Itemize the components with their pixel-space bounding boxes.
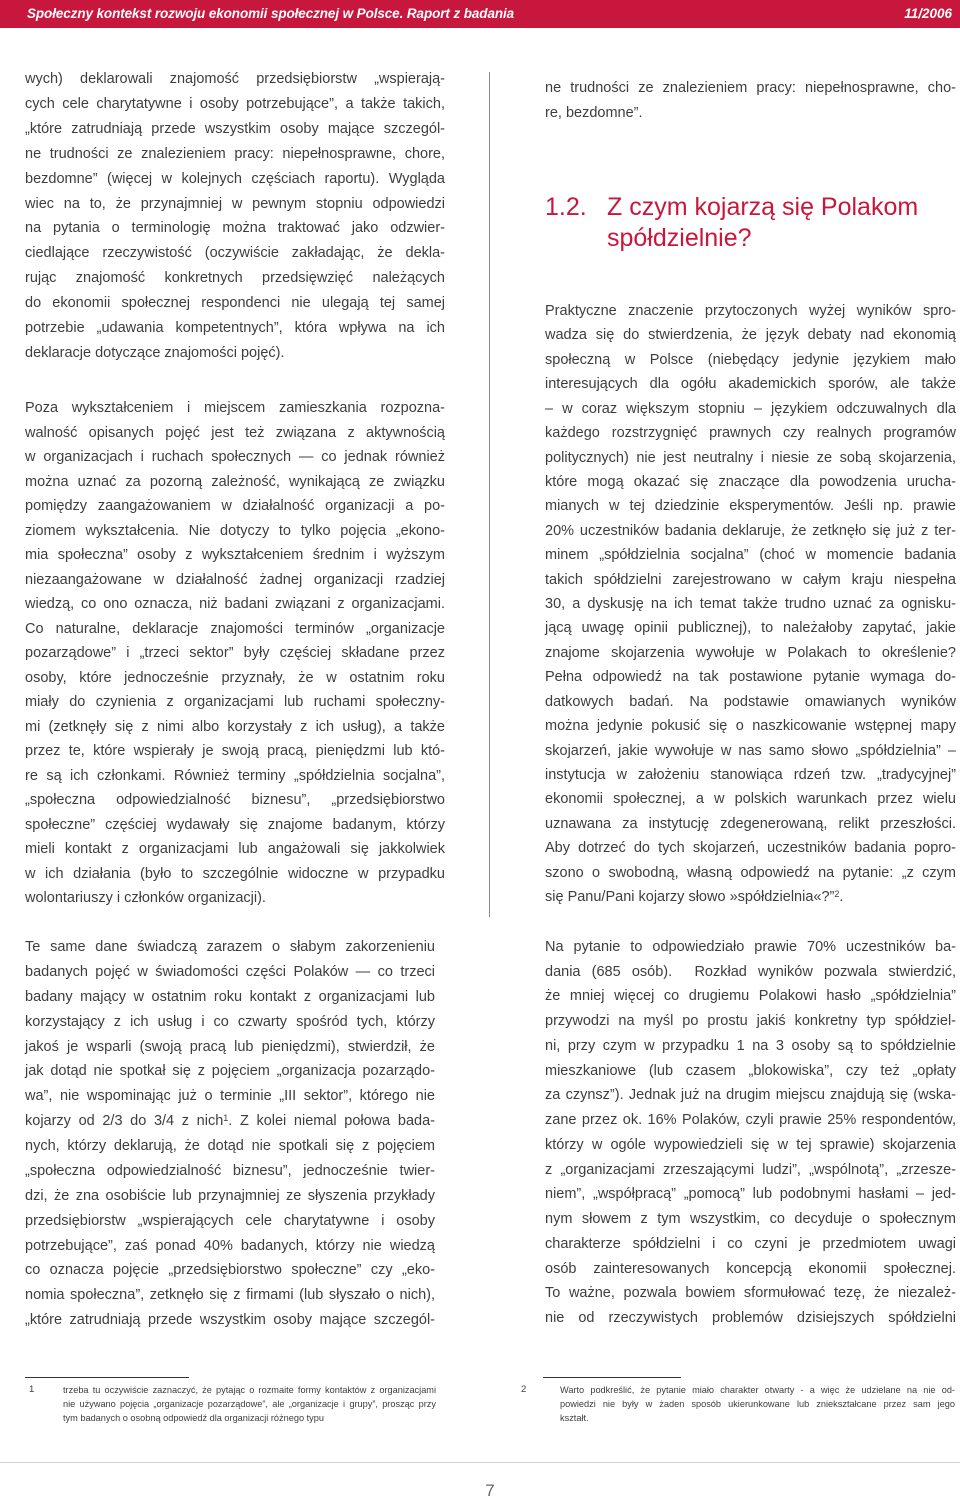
line-content: uznawana za instytucję zdegenerowaną, relikt przeszłości. bbox=[545, 815, 956, 832]
text-line bbox=[25, 837, 445, 862]
line-content: za czynsz”). Jednak już na drugim miejscu znajdują się (wska- bbox=[545, 1087, 956, 1104]
line-content: „społeczna odpowiedzialność biznesu”, jednocześnie twier- bbox=[25, 1162, 435, 1179]
text-line bbox=[25, 886, 445, 911]
text-line bbox=[25, 470, 445, 495]
text-line bbox=[25, 266, 445, 291]
line-content: miały do czynienia z organizacjami lub ruchami społeczny- bbox=[25, 694, 445, 710]
text-line bbox=[545, 1306, 956, 1331]
text-line bbox=[545, 812, 956, 836]
line-content: na pytania o terminologię można traktować jako odzwier- bbox=[25, 220, 445, 237]
line-content: do ekonomii społecznej respondenci nie ulegają tej samej bbox=[25, 295, 445, 312]
line-content: potrzebujące”, zaś ponad 40% badanych, którzy nie wiedzą bbox=[25, 1237, 435, 1254]
line-content: jak dotąd nie spotkał się z pojęciem „organizacja pozarządo- bbox=[25, 1063, 435, 1080]
line-content: mianych w tej dziedzinie eksperymentów. Jeśli np. prawie bbox=[545, 498, 956, 515]
line-content: w organizacjach i ruchach społecznych — co jednak również bbox=[25, 449, 445, 465]
line-content: każdego rozstrzygnięć prawnych czy realnych programów bbox=[545, 425, 956, 442]
text-line bbox=[545, 446, 956, 470]
line-content: deklaracje dotyczące znajomości pojęć). bbox=[25, 344, 285, 361]
text-line bbox=[63, 1397, 436, 1411]
footnote-text bbox=[560, 1383, 955, 1425]
line-content: cych cele charytatywne i osoby potrzebujące”, a także takich, bbox=[25, 95, 445, 112]
line-content: 20% uczestników badania deklaruje, że zetknęło się już z ter- bbox=[545, 522, 956, 539]
line-content: ziomem wykształcenia. Nie dotyczy to tylko pojęcia „ekono- bbox=[25, 522, 445, 539]
line-content bbox=[25, 1113, 435, 1129]
text-line bbox=[25, 117, 445, 142]
line-content: tym badanych o osobną odpowiedź dla organizacji różnego typu bbox=[63, 1413, 324, 1423]
text-line bbox=[25, 1184, 435, 1209]
line-segment: kojarzy od 2/3 do 3/4 z nich bbox=[25, 1113, 224, 1130]
line-content: szono o swobodną, własną odpowiedź na pytanie: „z czym bbox=[545, 864, 956, 881]
text-line bbox=[545, 836, 956, 860]
line-content: trzeba tu oczywiście zaznaczyć, że pytając o rozmaite formy kontaktów z organizacjami bbox=[63, 1385, 436, 1395]
text-line bbox=[545, 763, 956, 787]
line-content: skojarzeń, jakie wywołuje w nas samo słowo „spółdzielnia” – bbox=[545, 742, 956, 759]
text-line bbox=[25, 813, 445, 838]
line-content: przywodzi na myśl po prostu jakiś konkretny typ spółdziel- bbox=[545, 1013, 956, 1030]
text-line bbox=[545, 960, 956, 985]
issue-number: 11/2006 bbox=[904, 6, 952, 21]
footnote-separator bbox=[25, 1377, 189, 1378]
text-line bbox=[545, 1108, 956, 1133]
line-content: politycznych) nie jest neutralny i niesie ze sobą skojarzenia, bbox=[545, 449, 956, 466]
line-content: osób zainteresowanych koncepcją ekonomii społecznej. bbox=[545, 1260, 956, 1277]
line-content: społeczne” częściej wydawały się znajome badanym, którzy bbox=[25, 816, 445, 833]
text-line bbox=[560, 1383, 955, 1397]
text-line bbox=[25, 985, 435, 1010]
line-content: że mniej więcej co drugiemu Polakowi hasło „spółdzielnia” bbox=[545, 988, 956, 1005]
line-content: z „organizacjami zrzeszającymi ludzi”, „wspólnotą”, „zrzesze- bbox=[545, 1161, 956, 1178]
paragraph-left-middle bbox=[25, 396, 445, 911]
line-content: rując znajomość konkretnych przedsięwzięć należących bbox=[25, 270, 445, 287]
text-line bbox=[545, 616, 956, 640]
line-content: potrzebie „udawania kompetentnych”, która wpływa na ich bbox=[25, 320, 445, 337]
line-content: nomia społeczna”, zetknęło się z firmami (lub słyszało o nich), bbox=[25, 1287, 435, 1304]
line-content: „społeczna odpowiedzialność biznesu”, „przedsiębiorstwo bbox=[25, 792, 445, 808]
text-line bbox=[25, 445, 445, 470]
line-content: przez te, które wspierały je swoją pracą, pieniędzmi lub któ- bbox=[25, 743, 445, 759]
text-line bbox=[25, 216, 445, 241]
line-content: mieszkaniowe (lub czasem „blokowiska”, czy też „opłaty bbox=[545, 1062, 956, 1079]
section-title-line: spółdzielnie? bbox=[607, 224, 752, 252]
text-line bbox=[545, 1257, 956, 1282]
footnote-separator bbox=[543, 1377, 681, 1378]
line-content: Warto podkreślić, że pytanie miało charakter otwarty - a więc że udzielane na nie od- bbox=[560, 1385, 955, 1395]
text-line bbox=[25, 568, 445, 593]
line-content: niezaangażowane w działalność żadnej organizacji rzadziej bbox=[25, 571, 445, 588]
text-line bbox=[25, 192, 445, 217]
line-content: badanych pojęć w świadomości części Polaków — co trzeci bbox=[25, 963, 435, 980]
line-content: ekonomii społecznej, a w polskich warunkach przez wielu bbox=[545, 791, 956, 808]
text-line bbox=[545, 323, 956, 347]
line-content: osoby, które jednocześnie przyznały, że w ostatnim roku bbox=[25, 669, 445, 686]
line-content: Praktyczne znaczenie przytoczonych wyżej wyników spro- bbox=[545, 303, 956, 319]
text-line bbox=[25, 543, 445, 568]
text-line bbox=[545, 787, 956, 811]
page-footer-rule bbox=[0, 1462, 960, 1463]
paragraph-right-bottom bbox=[545, 935, 956, 1331]
line-content: datkowych badań. Na podstawie omawianych wyników bbox=[545, 693, 956, 710]
running-header bbox=[0, 0, 960, 28]
line-content: dania (685 osób). Rozkład wyników pozwala stwierdzić, bbox=[545, 963, 956, 980]
line-content: wadza się do stwierdzenia, że język debaty nad ekonomią bbox=[545, 327, 956, 344]
text-line bbox=[25, 788, 445, 813]
text-line bbox=[25, 960, 435, 985]
text-line bbox=[25, 1283, 435, 1308]
paragraph-right-continuation bbox=[545, 76, 956, 126]
text-line bbox=[25, 421, 445, 446]
text-line bbox=[545, 519, 956, 543]
line-content: „które zatrudniają przede wszystkim osoby mające szczegól- bbox=[25, 120, 445, 137]
line-content: – w coraz większym stopniu – językiem odczuwalnych dla bbox=[545, 400, 956, 417]
line-content: „które zatrudniają przede wszystkim osoby mające szczegól- bbox=[25, 1312, 435, 1329]
paragraph-left-bottom bbox=[25, 935, 435, 1333]
line-content: powiedzi nie były w żaden sposób ukierunkowane lub zniekształcane przez sam jego bbox=[560, 1399, 955, 1409]
text-line bbox=[25, 67, 445, 92]
running-header-title: Społeczny kontekst rozwoju ekonomii społecznej w Polsce. Raport z badania bbox=[27, 6, 515, 21]
text-line bbox=[25, 341, 445, 366]
text-line bbox=[545, 1207, 956, 1232]
text-line bbox=[25, 641, 445, 666]
line-content: jącą uwagę opinii publicznej), to należałoby zapytać, jakie bbox=[545, 620, 956, 637]
text-line bbox=[545, 935, 956, 960]
text-line bbox=[545, 397, 956, 421]
line-segment: . bbox=[839, 889, 844, 906]
line-content: zane przez ok. 16% Polaków, czyli prawie 25% respondentów, bbox=[545, 1112, 956, 1129]
section-number: 1.2. bbox=[545, 193, 587, 221]
text-line bbox=[25, 291, 445, 316]
text-line bbox=[545, 1009, 956, 1034]
line-content: To ważne, pozwala bowiem sformułować tezę, że niezależ- bbox=[545, 1285, 956, 1302]
text-line bbox=[545, 690, 956, 714]
line-content: Co naturalne, deklaracje znajomości terminów „organizacje bbox=[25, 620, 445, 637]
line-content: pozarządowe” i „trzeci sektor” były częściej składane przez bbox=[25, 645, 445, 661]
text-line bbox=[545, 568, 956, 592]
text-line bbox=[25, 690, 445, 715]
text-line bbox=[545, 1232, 956, 1257]
line-content: nie od rzeczywistych problemów dzisiejszych spółdzielni bbox=[545, 1310, 956, 1327]
line-content: niem”, „współpracą” „pomocą” lub podobnymi hasłami – jed- bbox=[545, 1186, 956, 1203]
text-line bbox=[545, 861, 956, 885]
text-line bbox=[25, 617, 445, 642]
text-line bbox=[545, 984, 956, 1009]
text-line bbox=[25, 1035, 435, 1060]
line-content: 30, a dyskusję na ich temat także trudno uznać za ognisku- bbox=[545, 596, 956, 613]
line-content: minem „spółdzielnia socjalna” (choć w momencie badania bbox=[545, 547, 956, 564]
footnote-reference: 2 bbox=[834, 888, 840, 899]
text-line bbox=[25, 1258, 435, 1283]
text-line bbox=[545, 1059, 956, 1084]
text-line bbox=[63, 1411, 436, 1425]
text-line bbox=[63, 1383, 436, 1397]
footnote-number: 2 bbox=[521, 1384, 527, 1395]
text-line bbox=[545, 1158, 956, 1183]
line-content: wiedzą, co ono oznacza, niż badani związani z organizacjami. bbox=[25, 596, 445, 612]
text-line bbox=[25, 666, 445, 691]
text-line bbox=[25, 862, 445, 887]
line-content: mi (zetknęły się z nimi albo korzystały z ich usług), a także bbox=[25, 718, 445, 735]
line-content: znajome skojarzenia wywołuje w Polakach to określenie? bbox=[545, 644, 956, 661]
line-content: wa”, nie wspominając już o terminie „III sektor”, którego nie bbox=[25, 1088, 435, 1105]
line-content: charakterze spółdzielni i co czyni je przedmiotem uwagi bbox=[545, 1235, 956, 1252]
line-content: walność opisanych pojęć jest też związana z aktywnością bbox=[25, 424, 445, 441]
text-line bbox=[25, 396, 445, 421]
line-content: Pełna odpowiedź na tak postawione pytanie wymaga do- bbox=[545, 669, 956, 686]
line-content: wiec na to, że przynajmniej w pewnym stopniu odpowiedzi bbox=[25, 195, 445, 212]
text-line bbox=[25, 1308, 435, 1333]
line-content: można uznać za pozorną zależność, wynikającą ze związku bbox=[25, 473, 445, 490]
text-line bbox=[545, 885, 956, 909]
line-content: ciedlające rzeczywistość (oczywiście zakładając, że dekla- bbox=[25, 245, 445, 262]
text-line bbox=[25, 764, 445, 789]
footnote-text bbox=[63, 1383, 436, 1425]
line-content: mieli kontakt z organizacjami lub angażowali się jakkolwiek bbox=[25, 841, 445, 857]
line-content: można jedynie pokusić się o naszkicowanie wstępnej mapy bbox=[545, 718, 956, 735]
text-line bbox=[25, 592, 445, 617]
text-line bbox=[25, 1010, 435, 1035]
line-content: badany mający w ostatnim roku kontakt z organizacjami lub bbox=[25, 988, 435, 1005]
line-content: takich spółdzielni zarejestrowano w całym kraju niespełna bbox=[545, 571, 956, 588]
text-line bbox=[25, 1209, 435, 1234]
line-content: przedsiębiorstw „wspierających cele charytatywne i osoby bbox=[25, 1212, 435, 1229]
text-line bbox=[25, 1134, 435, 1159]
line-content: ni, przy czym w przypadku 1 na 3 osoby są to spółdzielnie bbox=[545, 1037, 956, 1054]
line-content: korzystający z ich usług i co czwarty spośród tych, którzy bbox=[25, 1013, 435, 1030]
line-content bbox=[545, 889, 843, 905]
text-line bbox=[25, 1159, 435, 1184]
text-line bbox=[545, 739, 956, 763]
line-content: co oznacza pojęcie „przedsiębiorstwo społeczne” czy „eko- bbox=[25, 1262, 435, 1279]
text-line bbox=[25, 935, 435, 960]
page-number: 7 bbox=[485, 1481, 495, 1500]
text-line bbox=[545, 592, 956, 616]
text-line bbox=[545, 76, 956, 101]
text-line bbox=[545, 1281, 956, 1306]
text-line bbox=[545, 641, 956, 665]
line-content: w ich działania (było to szczególnie widoczne w przypadku bbox=[25, 865, 445, 882]
text-line bbox=[545, 665, 956, 689]
line-content: mia społeczna” osoby z wykształceniem średnim i wyższym bbox=[25, 547, 445, 563]
text-line bbox=[545, 1034, 956, 1059]
text-line bbox=[545, 1133, 956, 1158]
line-content: wolontariuszy i członków organizacji). bbox=[25, 890, 266, 906]
line-content: pomiędzy zaangażowaniem w działalność organizacji a po- bbox=[25, 498, 445, 514]
text-line bbox=[545, 299, 956, 323]
text-line bbox=[25, 1084, 435, 1109]
line-content: interesujących dla ogółu akademickich sporów, ale także bbox=[545, 376, 956, 393]
text-line bbox=[25, 739, 445, 764]
footnote-number: 1 bbox=[29, 1384, 35, 1395]
text-line bbox=[560, 1411, 955, 1425]
text-line bbox=[25, 92, 445, 117]
text-line bbox=[545, 470, 956, 494]
text-line bbox=[25, 1059, 435, 1084]
line-content: wych) deklarowali znajomość przedsiębiorstw „wspierają- bbox=[25, 71, 445, 87]
text-line bbox=[545, 421, 956, 445]
line-content: re są ich członkami. Również terminy „spółdzielnia socjalna”, bbox=[25, 767, 445, 784]
line-content: re, bezdomne”. bbox=[545, 105, 643, 121]
line-content: które mogą okazać się znaczące dla powodzenia urucha- bbox=[545, 473, 956, 490]
line-content: instytucja w założeniu stanowiąca rdzeń tzw. „tradycyjnej” bbox=[545, 767, 956, 784]
text-line bbox=[545, 494, 956, 518]
paragraph-left-top bbox=[25, 67, 445, 366]
text-line bbox=[25, 1109, 435, 1134]
line-content: nym słowem z tym wszystkim, co decyduje o społecznym bbox=[545, 1211, 956, 1228]
line-content: Na pytanie to odpowiedziało prawie 70% uczestników ba- bbox=[545, 939, 956, 955]
text-line bbox=[25, 715, 445, 740]
section-title-line: Z czym kojarzą się Polakom bbox=[607, 193, 919, 221]
text-line bbox=[560, 1397, 955, 1411]
line-content: nie używano pojęcia „organizacje pozarządowe”, ale „organizacje i grupy”, prosząc przy bbox=[63, 1399, 436, 1409]
column-divider bbox=[489, 72, 490, 917]
text-line bbox=[25, 316, 445, 341]
text-line bbox=[25, 1234, 435, 1259]
line-content: Poza wykształceniem i miejscem zamieszkania rozpozna- bbox=[25, 400, 445, 416]
line-segment: się Panu/Pani kojarzy słowo »spółdzielnia«?” bbox=[545, 889, 835, 906]
text-line bbox=[25, 142, 445, 167]
line-content: nych, którzy deklarują, że dotąd nie spotkali się z pojęciem bbox=[25, 1138, 435, 1154]
line-content: kształt. bbox=[560, 1413, 589, 1423]
text-line bbox=[545, 348, 956, 372]
text-line bbox=[545, 372, 956, 396]
text-line bbox=[25, 167, 445, 192]
text-line bbox=[25, 519, 445, 544]
text-line bbox=[545, 101, 956, 126]
footnote-reference: 1 bbox=[223, 1112, 229, 1123]
text-line bbox=[545, 1182, 956, 1207]
line-content: ne trudności ze znalezieniem pracy: niepełnosprawne, chore, bbox=[25, 145, 445, 162]
line-content: którzy w ogóle wypowiedzieli się w tej sprawie) skojarzenia bbox=[545, 1136, 956, 1153]
line-content: dzi, że zna osobiście lub przynajmniej ze słyszenia przykłady bbox=[25, 1187, 435, 1204]
line-content: Aby dotrzeć do tych skojarzeń, uczestników badania popro- bbox=[545, 840, 956, 857]
text-line bbox=[545, 714, 956, 738]
text-line bbox=[25, 494, 445, 519]
line-content: Te same dane świadczą zarazem o słabym zakorzenieniu bbox=[25, 939, 435, 955]
section-title bbox=[607, 192, 918, 254]
line-content: społeczną w Polsce (niebędący jedynie językiem mało bbox=[545, 351, 956, 368]
line-content: jakoś je wsparli (swoją pracą lub pieniędzmi), stwierdził, że bbox=[25, 1038, 435, 1055]
text-line bbox=[545, 1083, 956, 1108]
line-content: bezdomne” (więcej w kolejnych częściach raportu). Wygląda bbox=[25, 170, 445, 187]
text-line bbox=[545, 543, 956, 567]
line-content: ne trudności ze znalezieniem pracy: niepełnosprawne, cho- bbox=[545, 80, 956, 96]
text-line bbox=[25, 241, 445, 266]
paragraph-right-middle bbox=[545, 299, 956, 910]
line-segment: . Z kolei niemal połowa bada- bbox=[228, 1113, 435, 1130]
